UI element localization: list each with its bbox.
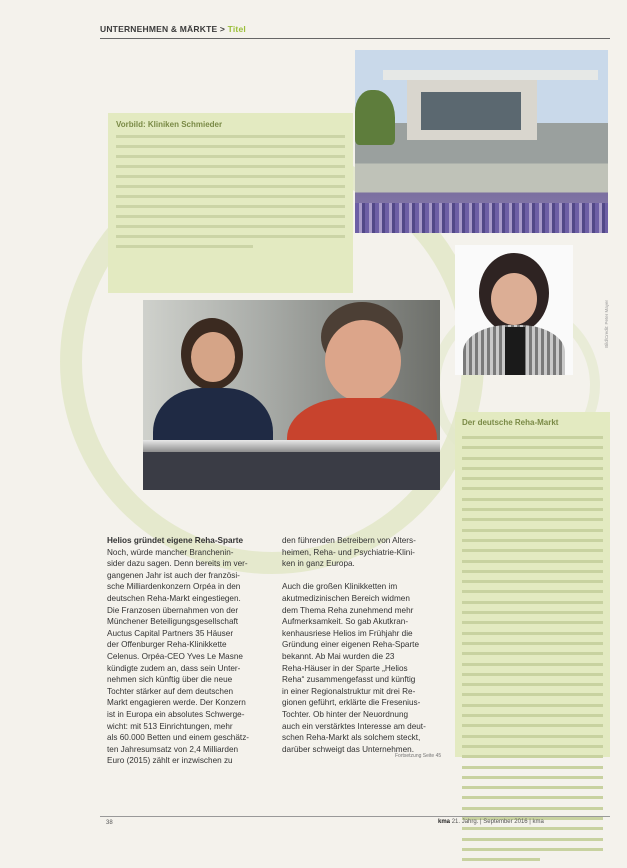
article-line: deutschen Reha-Markt eingestiegen. bbox=[107, 593, 241, 603]
article-line: bekannt. Ab Mai wurden die 23 bbox=[282, 651, 395, 661]
article-line: darüber schweigt das Unternehmen. bbox=[282, 744, 414, 754]
reha-box-text bbox=[462, 436, 603, 868]
reha-box-heading: Der deutsche Reha-Markt bbox=[462, 418, 559, 427]
article-line: gangenen Jahr ist auch der französi- bbox=[107, 570, 240, 580]
article-line: nehmen sich künftig über die neue bbox=[107, 675, 233, 685]
photo-credit: Bild/Credit: Peter Mayer bbox=[604, 300, 609, 348]
article-line: in einer Regionalstruktur mit drei Re- bbox=[282, 686, 416, 696]
article-line: heimen, Reha- und Psychiatrie-Klini- bbox=[282, 547, 415, 557]
article-line: Markt engagieren werde. Der Konzern bbox=[107, 698, 246, 708]
section-tail: Titel bbox=[227, 24, 246, 34]
magazine-name: kma bbox=[438, 819, 451, 825]
article-line: Reha-Häuser in der Sparte „Helios bbox=[282, 663, 408, 673]
article-line: Euro (2015) zählt er inzwischen zu bbox=[107, 756, 233, 766]
section-label: UNTERNEHMEN & MÄRKTE > bbox=[100, 24, 226, 34]
article-line: sider dazu sagen. Denn bereits im ver- bbox=[107, 559, 248, 569]
article-subheading: Helios gründet eigene Reha-Sparte bbox=[107, 536, 244, 545]
photo-workers bbox=[143, 300, 440, 490]
article-line: Die Franzosen übernahmen von der bbox=[107, 605, 239, 615]
footer-divider bbox=[100, 816, 610, 817]
sidebar-box-heading: Vorbild: Kliniken Schmieder bbox=[116, 120, 223, 129]
article-column-2 bbox=[282, 535, 440, 755]
article-line: schen Reha-Markt als solchem steckt, bbox=[282, 733, 421, 743]
article-line: Auch die großen Klinikketten im bbox=[282, 582, 398, 592]
article-line: kenhausriese Helios im Frühjahr die bbox=[282, 628, 413, 638]
photo-portrait-woman bbox=[455, 245, 573, 375]
article-line: ten Jahresumsatz von 2,4 Milliarden bbox=[107, 744, 239, 754]
header-divider bbox=[100, 38, 610, 39]
continuation-note: Fortsetzung Seite 45 bbox=[395, 753, 442, 759]
article-line: Reha“ zusammengefasst und künftig bbox=[282, 675, 416, 685]
article-line: sche Milliardenkonzern Orpéa in den bbox=[107, 582, 241, 592]
footer-issue bbox=[438, 819, 544, 825]
article-line: Aufmerksamkeit. So gab Akutkran- bbox=[282, 617, 409, 627]
article-line: Auctus Capital Partners 35 Häuser bbox=[107, 628, 234, 638]
issue-info: 21. Jahrg. | September 2016 | kma bbox=[451, 819, 544, 825]
article-line: ken in ganz Europa. bbox=[282, 559, 355, 569]
article-line: kündigte zudem an, dass sein Unter- bbox=[107, 663, 241, 673]
sidebar-box-schmieder bbox=[108, 113, 353, 293]
article-line: als 60.000 Betten und einem geschätz- bbox=[107, 733, 250, 743]
article-line: gionen geführt, erklärte die Fresenius- bbox=[282, 698, 421, 708]
page-number: 38 bbox=[106, 820, 113, 826]
article-line: dem Thema Reha zunehmend mehr bbox=[282, 605, 414, 615]
section-header bbox=[100, 24, 246, 34]
article-line: Tochter stärker auf dem deutschen bbox=[107, 686, 234, 696]
article-line: Celenus. Orpéa-CEO Yves Le Masne bbox=[107, 651, 243, 661]
article-line: ist in Europa ein absolutes Schwerge- bbox=[107, 709, 245, 719]
photo-clinic-building bbox=[355, 50, 608, 233]
article-line: Münchener Beteiligungsgesellschaft bbox=[107, 617, 239, 627]
article-line: Noch, würde mancher Branchenin- bbox=[107, 547, 234, 557]
article-line: wicht: mit 513 Einrichtungen, mehr bbox=[107, 721, 233, 731]
article-line: Gründung einer eigenen Reha-Sparte bbox=[282, 640, 420, 650]
article-line: akutmedizinischen Bereich widmen bbox=[282, 593, 410, 603]
article-line: auch ein verstärktes Interesse am deut- bbox=[282, 721, 426, 731]
article-line: den führenden Betreibern von Alters- bbox=[282, 536, 416, 545]
sidebar-box-reha-market bbox=[455, 412, 610, 757]
sidebar-box-text bbox=[116, 135, 345, 255]
article-column-1 bbox=[107, 535, 267, 767]
article-line: der Offenburger Reha-Klinikkette bbox=[107, 640, 227, 650]
article-line: Tochter. Ob hinter der Neuordnung bbox=[282, 709, 409, 719]
